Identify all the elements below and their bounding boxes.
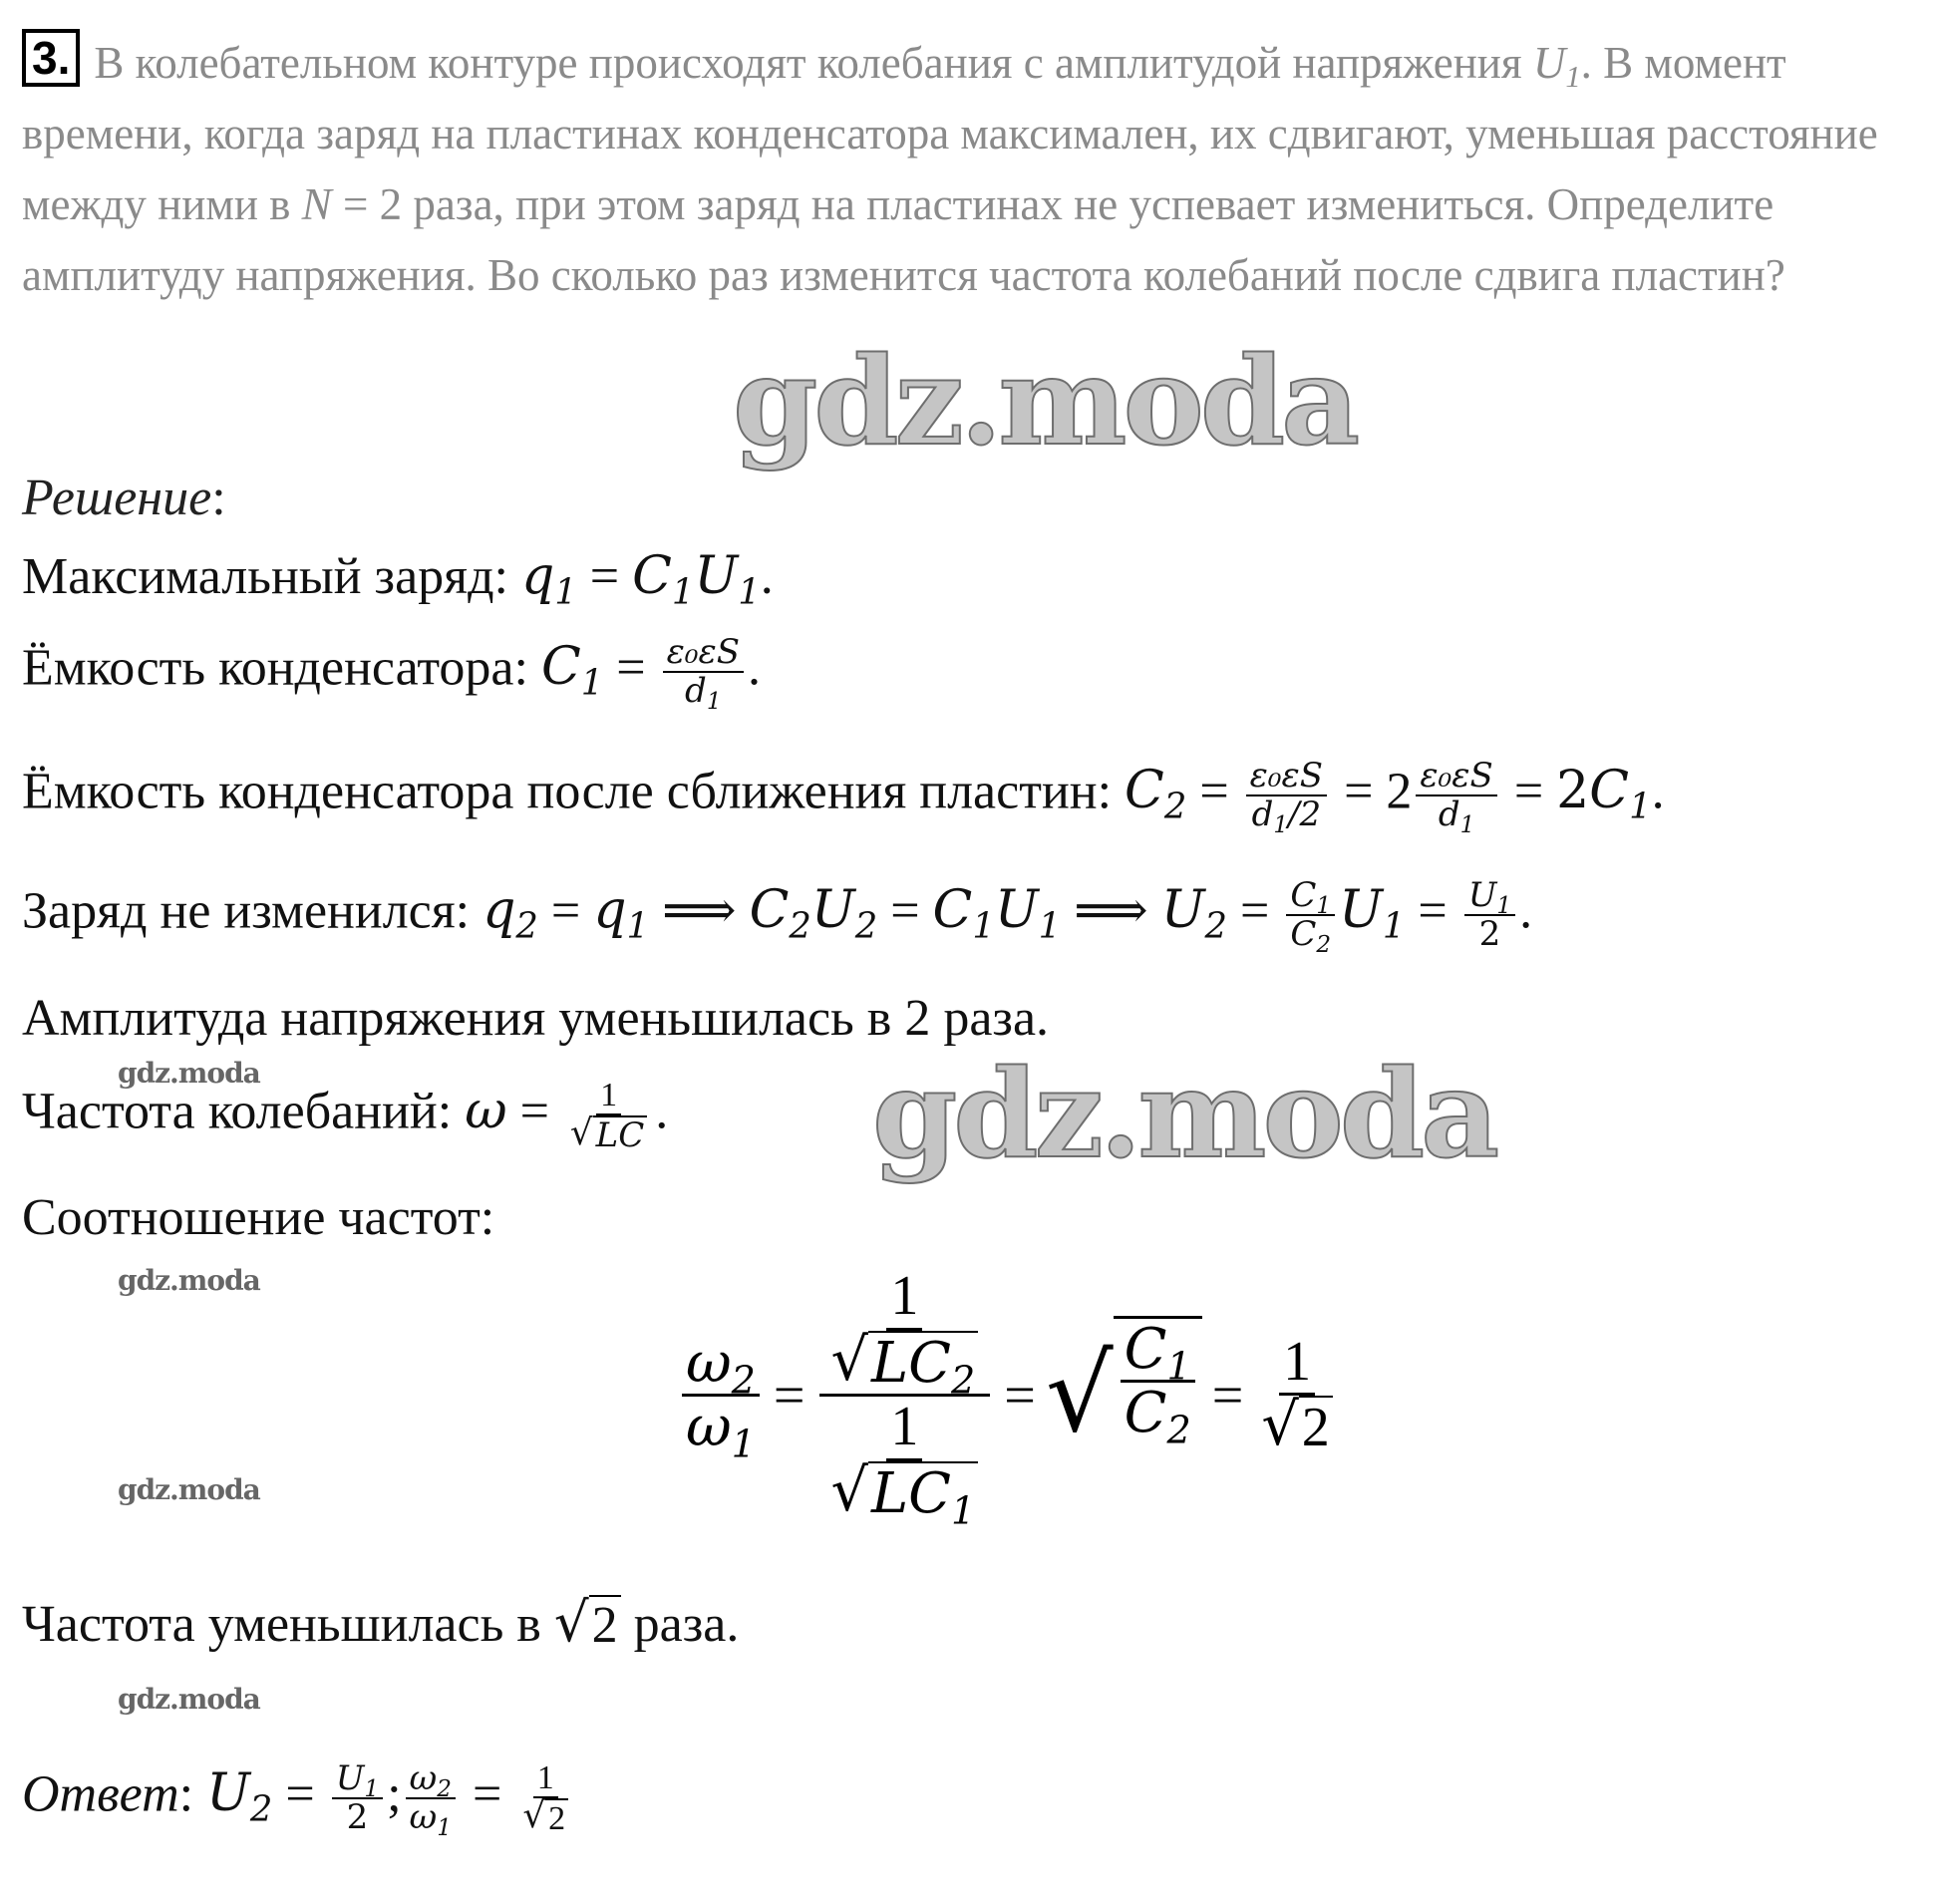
sqrt: √ LC — [570, 1115, 647, 1154]
display-equation: $\frac{\omega_2}{\omega_1}$ = 1 √ $LC_2$ 1 √ $LC_1$ = √ $\frac{C_1}{C_2}$ = 1 √ 2 — [678, 1266, 1341, 1524]
sqrt: √ $LC_2$ — [831, 1331, 979, 1395]
problem-text-b: . В момент времени, когда заряд на пластинах конденсатора максимален, их сдвигают, уменьшая расстояние между ними в — [22, 38, 1878, 229]
fraction: $\frac{\text{ε₀εS}}{d_1/2}$ — [1246, 758, 1327, 834]
fraction: 1 √ LC — [566, 1077, 651, 1155]
watermark-large: gdz.moda — [733, 329, 1357, 473]
fraction: $\frac{U_1}{2}$ — [332, 1760, 383, 1837]
problem-text-c: = 2 раза, при этом заряд на пластинах не успевает измениться. Определите амплитуду напряжения. Во сколько раз изменится частота колебаний после сдвига пластин? — [22, 179, 1785, 300]
line-ratio: Соотношение частот: — [22, 1189, 495, 1246]
fraction — [819, 1265, 991, 1533]
fraction: $\frac{\text{ε₀εS}}{d_1}$ — [1416, 758, 1496, 834]
watermark-large: gdz.moda — [872, 1042, 1496, 1185]
sqrt: √ 2 — [554, 1595, 621, 1654]
fraction: $\frac{\omega_2}{\omega_1}$ — [682, 1333, 760, 1458]
fraction: $\frac{C_1}{C_2}$ — [1121, 1319, 1195, 1444]
sqrt: √ $\frac{C_1}{C_2}$ — [1046, 1316, 1202, 1475]
fraction: 1 √ 2 — [1257, 1332, 1336, 1459]
fraction: 1 √ $LC_2$ — [827, 1266, 983, 1394]
fraction: 1 √ $LC_1$ — [827, 1397, 983, 1524]
solution-heading: Решение: — [22, 470, 226, 526]
line-amplitude: Амплитуда напряжения уменьшилась в 2 раза. — [22, 990, 1050, 1047]
fraction: 1 √ 2 — [518, 1759, 572, 1838]
fraction: $\frac{U_1}{2}$ — [1464, 877, 1515, 954]
line-frequency-decreased: Частота уменьшилась в √ 2 раза. — [22, 1590, 740, 1654]
fraction: $\frac{\text{ε₀εS}}{d_1}$ — [663, 634, 744, 711]
problem-var-n: N — [301, 179, 332, 229]
watermark-small: gdz.moda — [118, 1683, 260, 1716]
problem-text-a: В колебательном контуре происходят колебания с амплитудой напряжения — [94, 38, 1533, 88]
problem-statement — [22, 28, 1916, 311]
sqrt: √ 2 — [522, 1798, 568, 1837]
watermark-small: gdz.moda — [118, 1057, 260, 1090]
line-charge-unchanged: Заряд не изменился: $q_2 = q_1$ ⟹ $C_2U_2 = C_1U_1$ ⟹ $U_2$ = $\frac{C_1}{C_2}$ $U_1$ = $\frac{U_1}{2}$ . — [22, 875, 1533, 959]
problem-number: 3. — [22, 29, 80, 87]
fraction: $\frac{C_1}{C_2}$ — [1286, 877, 1335, 954]
sqrt: √ 2 — [1261, 1396, 1332, 1459]
watermark-small: gdz.moda — [118, 1473, 260, 1506]
sqrt: √ $LC_1$ — [831, 1461, 979, 1525]
answer-label: Ответ — [22, 1765, 179, 1823]
problem-var-u: $U_1$ — [1532, 38, 1581, 95]
line-max-charge: Максимальный заряд: $q_1 = C_1U_1$. — [22, 546, 774, 613]
line-frequency: Частота колебаний: ω = 1 √ LC . — [22, 1077, 669, 1156]
fraction: $\frac{\omega_2}{\omega_1}$ — [406, 1760, 456, 1837]
line-capacitance-after: Ёмкость конденсатора после сближения пластин: $C_2$ = $\frac{\text{ε₀εS}}{d_1/2}$ = 2 $\frac{\text{ε₀εS}}{d_1}$ = $2C_1$. — [22, 756, 1665, 839]
line-answer: Ответ: $U_2$ = $\frac{U_1}{2}$ ; $\frac{\omega_2}{\omega_1}$ = 1 √ 2 — [22, 1759, 576, 1838]
line-capacitance: Ёмкость конденсатора: $C_1$ = $\frac{\text{ε₀εS}}{d_1}$ . — [22, 632, 761, 716]
watermark-small: gdz.moda — [118, 1264, 260, 1297]
